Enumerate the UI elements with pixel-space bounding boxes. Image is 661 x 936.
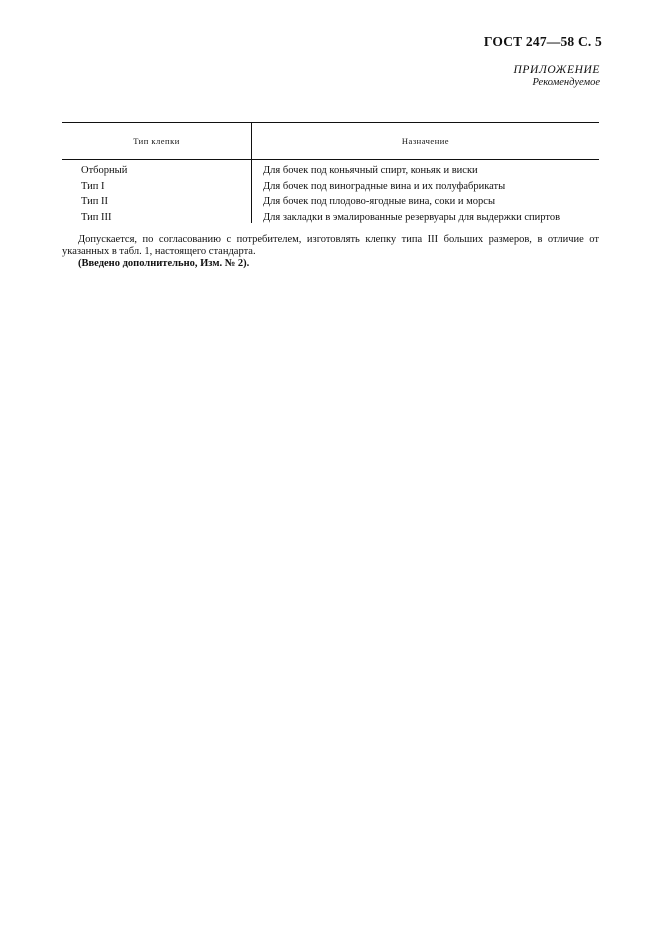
table-body — [62, 160, 599, 225]
cell-type: Тип I — [81, 180, 105, 192]
appendix-heading — [514, 64, 600, 89]
stave-purpose-table — [62, 122, 599, 225]
appendix-subtitle: Рекомендуемое — [532, 77, 600, 88]
cell-type: Тип III — [81, 211, 112, 223]
note-block — [62, 234, 599, 270]
page-header: ГОСТ 247—58 С. 5 — [483, 34, 602, 49]
column-header-purpose: Назначение — [401, 136, 450, 146]
cell-purpose: Для бочек под плодово-ягодные вина, соки и морсы — [263, 196, 495, 207]
table-header — [62, 123, 599, 160]
cell-purpose: Для бочек под коньячный спирт, коньяк и виски — [263, 165, 478, 176]
amendment-note: (Введено дополнительно, Изм. № 2). — [78, 258, 250, 269]
table-row — [62, 194, 599, 210]
cell-purpose: Для бочек под виноградные вина и их полуфабрикаты — [263, 180, 506, 192]
appendix-title: ПРИЛОЖЕНИЕ — [513, 64, 600, 76]
table-row — [62, 210, 599, 226]
cell-purpose: Для закладки в эмалированные резервуары для выдержки спиртов — [263, 211, 561, 223]
table-row — [62, 179, 599, 195]
cell-type: Отборный — [81, 165, 128, 176]
column-header-type: Тип клепки — [62, 123, 252, 159]
column-divider — [251, 160, 252, 223]
cell-type: Тип II — [81, 196, 109, 207]
table-row — [62, 163, 599, 179]
note-paragraph: Допускается, по согласованию с потребителем, изготовлять клепку типа III больших размеров, в отличие от указанных в табл. 1, настоящего стандарта. — [62, 234, 599, 257]
